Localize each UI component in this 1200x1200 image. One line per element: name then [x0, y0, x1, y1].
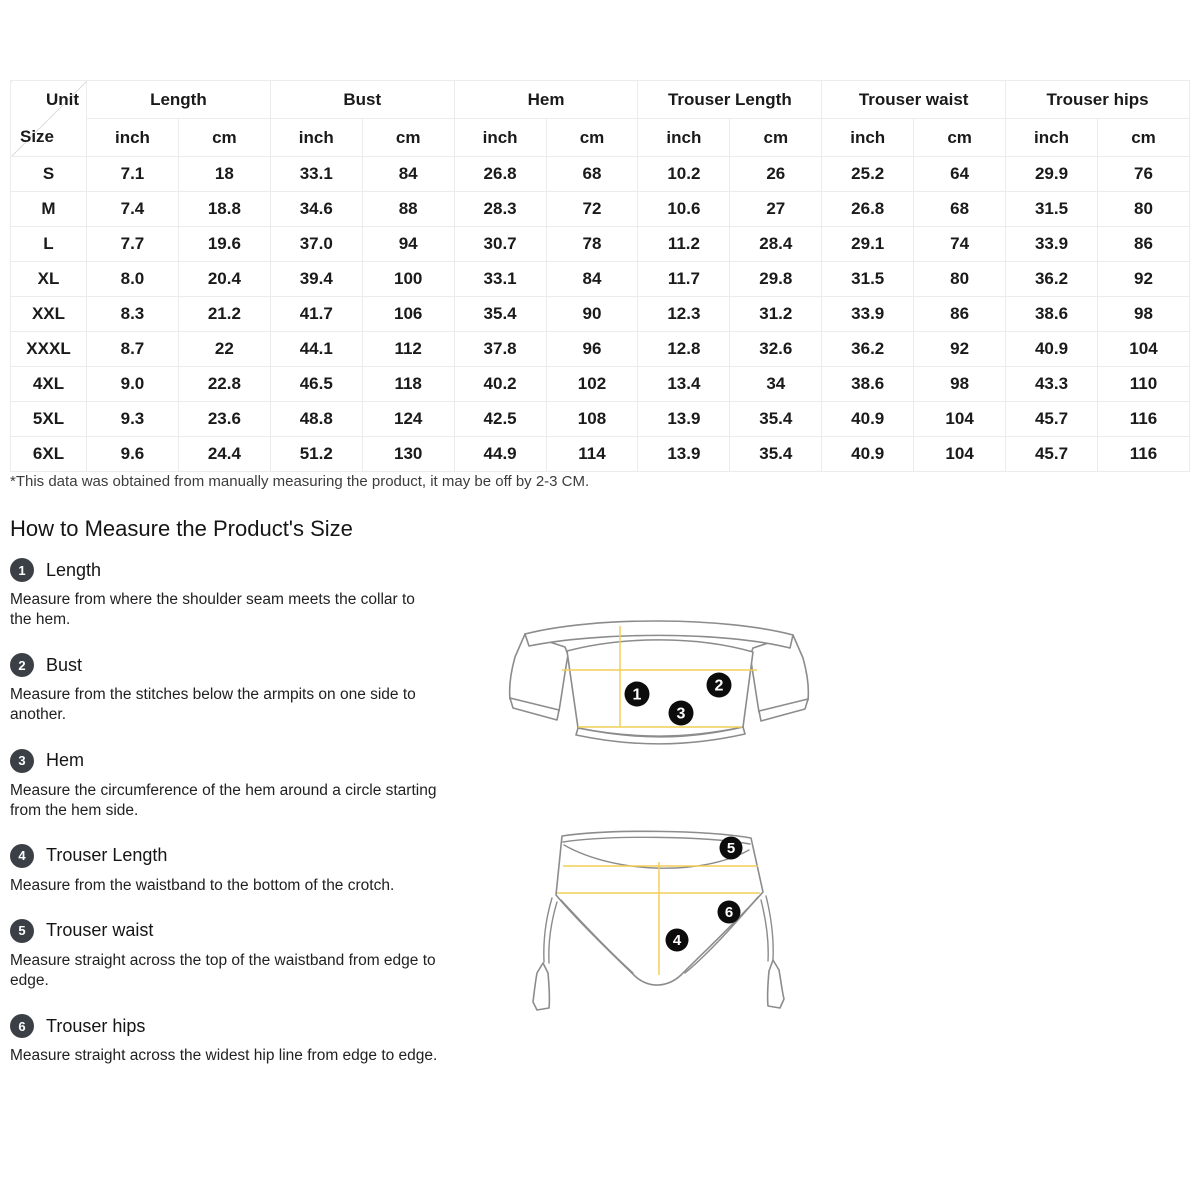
value-cell: 100 — [362, 262, 454, 297]
list-item — [10, 919, 450, 991]
step-number-badge: 3 — [10, 749, 34, 773]
step-label: Length — [46, 559, 102, 580]
list-item — [10, 653, 450, 725]
value-cell: 33.1 — [454, 262, 546, 297]
step-header — [10, 919, 450, 943]
size-cell: XL — [11, 262, 87, 297]
step-number-badge: 4 — [10, 844, 34, 868]
left-tassel — [533, 963, 549, 1010]
value-cell: 86 — [1097, 227, 1189, 262]
value-cell: 84 — [362, 157, 454, 192]
group-header-trouser-waist: Trouser waist — [822, 81, 1006, 119]
group-header-trouser-hips: Trouser hips — [1006, 81, 1190, 119]
step-label: Trouser hips — [46, 1015, 146, 1036]
unit-header: cm — [914, 119, 1006, 157]
value-cell: 68 — [546, 157, 638, 192]
table-row — [11, 437, 1190, 472]
value-cell: 27 — [730, 192, 822, 227]
list-item — [10, 558, 450, 630]
marker-4 — [666, 929, 689, 952]
list-item — [10, 1014, 450, 1066]
value-cell: 9.6 — [87, 437, 179, 472]
value-cell: 45.7 — [1006, 437, 1098, 472]
value-cell: 40.2 — [454, 367, 546, 402]
table-row — [11, 262, 1190, 297]
size-cell: M — [11, 192, 87, 227]
value-cell: 34.6 — [270, 192, 362, 227]
step-description: Measure from the waistband to the bottom of the crotch. — [10, 876, 395, 894]
value-cell: 46.5 — [270, 367, 362, 402]
value-cell: 33.1 — [270, 157, 362, 192]
value-cell: 11.7 — [638, 262, 730, 297]
svg-text:3: 3 — [676, 705, 686, 723]
value-cell: 13.9 — [638, 402, 730, 437]
list-item — [10, 749, 450, 821]
value-cell: 92 — [1097, 262, 1189, 297]
value-cell: 10.2 — [638, 157, 730, 192]
how-to-measure-title: How to Measure the Product's Size — [10, 516, 353, 541]
marker-3 — [669, 701, 694, 726]
value-cell: 94 — [362, 227, 454, 262]
step-number-badge: 1 — [10, 558, 34, 582]
size-cell: XXXL — [11, 332, 87, 367]
table-row — [11, 297, 1190, 332]
unit-header: inch — [1006, 119, 1098, 157]
size-cell: 4XL — [11, 367, 87, 402]
size-table-section — [10, 80, 1190, 472]
value-cell: 30.7 — [454, 227, 546, 262]
step-label: Trouser waist — [46, 920, 154, 941]
value-cell: 7.1 — [87, 157, 179, 192]
value-cell: 35.4 — [454, 297, 546, 332]
value-cell: 7.4 — [87, 192, 179, 227]
value-cell: 51.2 — [270, 437, 362, 472]
value-cell: 35.4 — [730, 402, 822, 437]
value-cell: 23.6 — [178, 402, 270, 437]
step-description: Measure from the stitches below the armpits on one side to another. — [10, 686, 416, 724]
svg-text:5: 5 — [726, 840, 736, 857]
table-row — [11, 227, 1190, 262]
table-header-groups — [11, 81, 1190, 119]
value-cell: 24.4 — [178, 437, 270, 472]
value-cell: 102 — [546, 367, 638, 402]
value-cell: 8.3 — [87, 297, 179, 332]
value-cell: 37.8 — [454, 332, 546, 367]
value-cell: 29.9 — [1006, 157, 1098, 192]
unit-size-corner-cell — [11, 81, 87, 157]
value-cell: 41.7 — [270, 297, 362, 332]
value-cell: 20.4 — [178, 262, 270, 297]
value-cell: 43.3 — [1006, 367, 1098, 402]
value-cell: 34 — [730, 367, 822, 402]
group-header-hem: Hem — [454, 81, 638, 119]
unit-header: inch — [454, 119, 546, 157]
corner-unit-label: Unit — [45, 90, 79, 109]
value-cell: 92 — [914, 332, 1006, 367]
unit-header: cm — [730, 119, 822, 157]
value-cell: 21.2 — [178, 297, 270, 332]
value-cell: 118 — [362, 367, 454, 402]
step-header — [10, 653, 450, 677]
value-cell: 26 — [730, 157, 822, 192]
value-cell: 88 — [362, 192, 454, 227]
unit-header: inch — [822, 119, 914, 157]
value-cell: 37.0 — [270, 227, 362, 262]
value-cell: 130 — [362, 437, 454, 472]
value-cell: 12.8 — [638, 332, 730, 367]
value-cell: 12.3 — [638, 297, 730, 332]
svg-text:1: 1 — [632, 686, 642, 704]
table-row — [11, 367, 1190, 402]
value-cell: 29.1 — [822, 227, 914, 262]
size-cell: S — [11, 157, 87, 192]
svg-text:2: 2 — [714, 677, 724, 695]
value-cell: 42.5 — [454, 402, 546, 437]
value-cell: 28.3 — [454, 192, 546, 227]
step-label: Trouser Length — [46, 845, 168, 866]
value-cell: 84 — [546, 262, 638, 297]
value-cell: 19.6 — [178, 227, 270, 262]
svg-text:6: 6 — [724, 904, 734, 921]
unit-header: cm — [546, 119, 638, 157]
table-row — [11, 332, 1190, 367]
unit-header: cm — [1097, 119, 1189, 157]
value-cell: 74 — [914, 227, 1006, 262]
value-cell: 124 — [362, 402, 454, 437]
list-item — [10, 844, 450, 896]
value-cell: 104 — [914, 402, 1006, 437]
value-cell: 22 — [178, 332, 270, 367]
marker-1 — [625, 682, 650, 707]
value-cell: 104 — [914, 437, 1006, 472]
unit-header: inch — [87, 119, 179, 157]
marker-6 — [718, 901, 741, 924]
value-cell: 114 — [546, 437, 638, 472]
step-number-badge: 2 — [10, 653, 34, 677]
value-cell: 112 — [362, 332, 454, 367]
value-cell: 26.8 — [454, 157, 546, 192]
value-cell: 48.8 — [270, 402, 362, 437]
value-cell: 31.5 — [1006, 192, 1098, 227]
value-cell: 39.4 — [270, 262, 362, 297]
unit-header: inch — [638, 119, 730, 157]
step-description: Measure the circumference of the hem around a circle starting from the hem side. — [10, 781, 437, 819]
value-cell: 38.6 — [822, 367, 914, 402]
step-description: Measure straight across the widest hip line from edge to edge. — [10, 1047, 438, 1065]
value-cell: 45.7 — [1006, 402, 1098, 437]
value-cell: 18 — [178, 157, 270, 192]
value-cell: 31.2 — [730, 297, 822, 332]
unit-header: inch — [270, 119, 362, 157]
value-cell: 8.0 — [87, 262, 179, 297]
marker-2 — [707, 673, 732, 698]
value-cell: 8.7 — [87, 332, 179, 367]
value-cell: 9.0 — [87, 367, 179, 402]
value-cell: 96 — [546, 332, 638, 367]
value-cell: 68 — [914, 192, 1006, 227]
value-cell: 36.2 — [1006, 262, 1098, 297]
step-header — [10, 749, 450, 773]
step-header — [10, 1014, 450, 1038]
value-cell: 108 — [546, 402, 638, 437]
step-label: Bust — [46, 654, 83, 675]
marker-5 — [720, 837, 743, 860]
value-cell: 33.9 — [822, 297, 914, 332]
value-cell: 29.8 — [730, 262, 822, 297]
table-row — [11, 157, 1190, 192]
value-cell: 106 — [362, 297, 454, 332]
value-cell: 26.8 — [822, 192, 914, 227]
value-cell: 80 — [914, 262, 1006, 297]
value-cell: 44.9 — [454, 437, 546, 472]
value-cell: 40.9 — [1006, 332, 1098, 367]
value-cell: 116 — [1097, 402, 1189, 437]
size-cell: 6XL — [11, 437, 87, 472]
group-header-trouser-length: Trouser Length — [638, 81, 822, 119]
value-cell: 98 — [914, 367, 1006, 402]
right-tassel — [768, 960, 784, 1008]
size-table — [10, 80, 1190, 472]
value-cell: 90 — [546, 297, 638, 332]
value-cell: 116 — [1097, 437, 1189, 472]
value-cell: 98 — [1097, 297, 1189, 332]
value-cell: 13.4 — [638, 367, 730, 402]
corner-size-label: Size — [20, 127, 55, 146]
value-cell: 78 — [546, 227, 638, 262]
value-cell: 31.5 — [822, 262, 914, 297]
table-header-units — [11, 119, 1190, 157]
value-cell: 72 — [546, 192, 638, 227]
value-cell: 40.9 — [822, 402, 914, 437]
value-cell: 38.6 — [1006, 297, 1098, 332]
size-cell: 5XL — [11, 402, 87, 437]
value-cell: 44.1 — [270, 332, 362, 367]
svg-text:4: 4 — [672, 932, 682, 949]
value-cell: 110 — [1097, 367, 1189, 402]
value-cell: 9.3 — [87, 402, 179, 437]
value-cell: 35.4 — [730, 437, 822, 472]
size-cell: XXL — [11, 297, 87, 332]
measurement-disclaimer: *This data was obtained from manually measuring the product, it may be off by 2-3 CM. — [10, 473, 590, 490]
table-row — [11, 192, 1190, 227]
bottoms-garment-diagram — [530, 826, 790, 1016]
value-cell: 80 — [1097, 192, 1189, 227]
value-cell: 28.4 — [730, 227, 822, 262]
measure-steps-list — [10, 558, 450, 1066]
group-header-bust: Bust — [270, 81, 454, 119]
right-tie-strings — [761, 896, 773, 961]
value-cell: 13.9 — [638, 437, 730, 472]
value-cell: 104 — [1097, 332, 1189, 367]
step-number-badge: 5 — [10, 919, 34, 943]
value-cell: 40.9 — [822, 437, 914, 472]
unit-header: cm — [178, 119, 270, 157]
value-cell: 64 — [914, 157, 1006, 192]
step-description: Measure from where the shoulder seam meets the collar to the hem. — [10, 591, 415, 629]
step-number-badge: 6 — [10, 1014, 34, 1038]
value-cell: 22.8 — [178, 367, 270, 402]
value-cell: 10.6 — [638, 192, 730, 227]
step-header — [10, 558, 450, 582]
value-cell: 33.9 — [1006, 227, 1098, 262]
step-description: Measure straight across the top of the waistband from edge to edge. — [10, 951, 436, 990]
value-cell: 36.2 — [822, 332, 914, 367]
table-row — [11, 402, 1190, 437]
value-cell: 7.7 — [87, 227, 179, 262]
unit-header: cm — [362, 119, 454, 157]
top-garment-diagram — [507, 619, 813, 749]
group-header-length: Length — [87, 81, 271, 119]
value-cell: 86 — [914, 297, 1006, 332]
size-cell: L — [11, 227, 87, 262]
left-tie-strings — [544, 898, 557, 963]
step-label: Hem — [46, 750, 85, 771]
value-cell: 25.2 — [822, 157, 914, 192]
value-cell: 11.2 — [638, 227, 730, 262]
step-header — [10, 844, 450, 868]
value-cell: 32.6 — [730, 332, 822, 367]
value-cell: 76 — [1097, 157, 1189, 192]
value-cell: 18.8 — [178, 192, 270, 227]
